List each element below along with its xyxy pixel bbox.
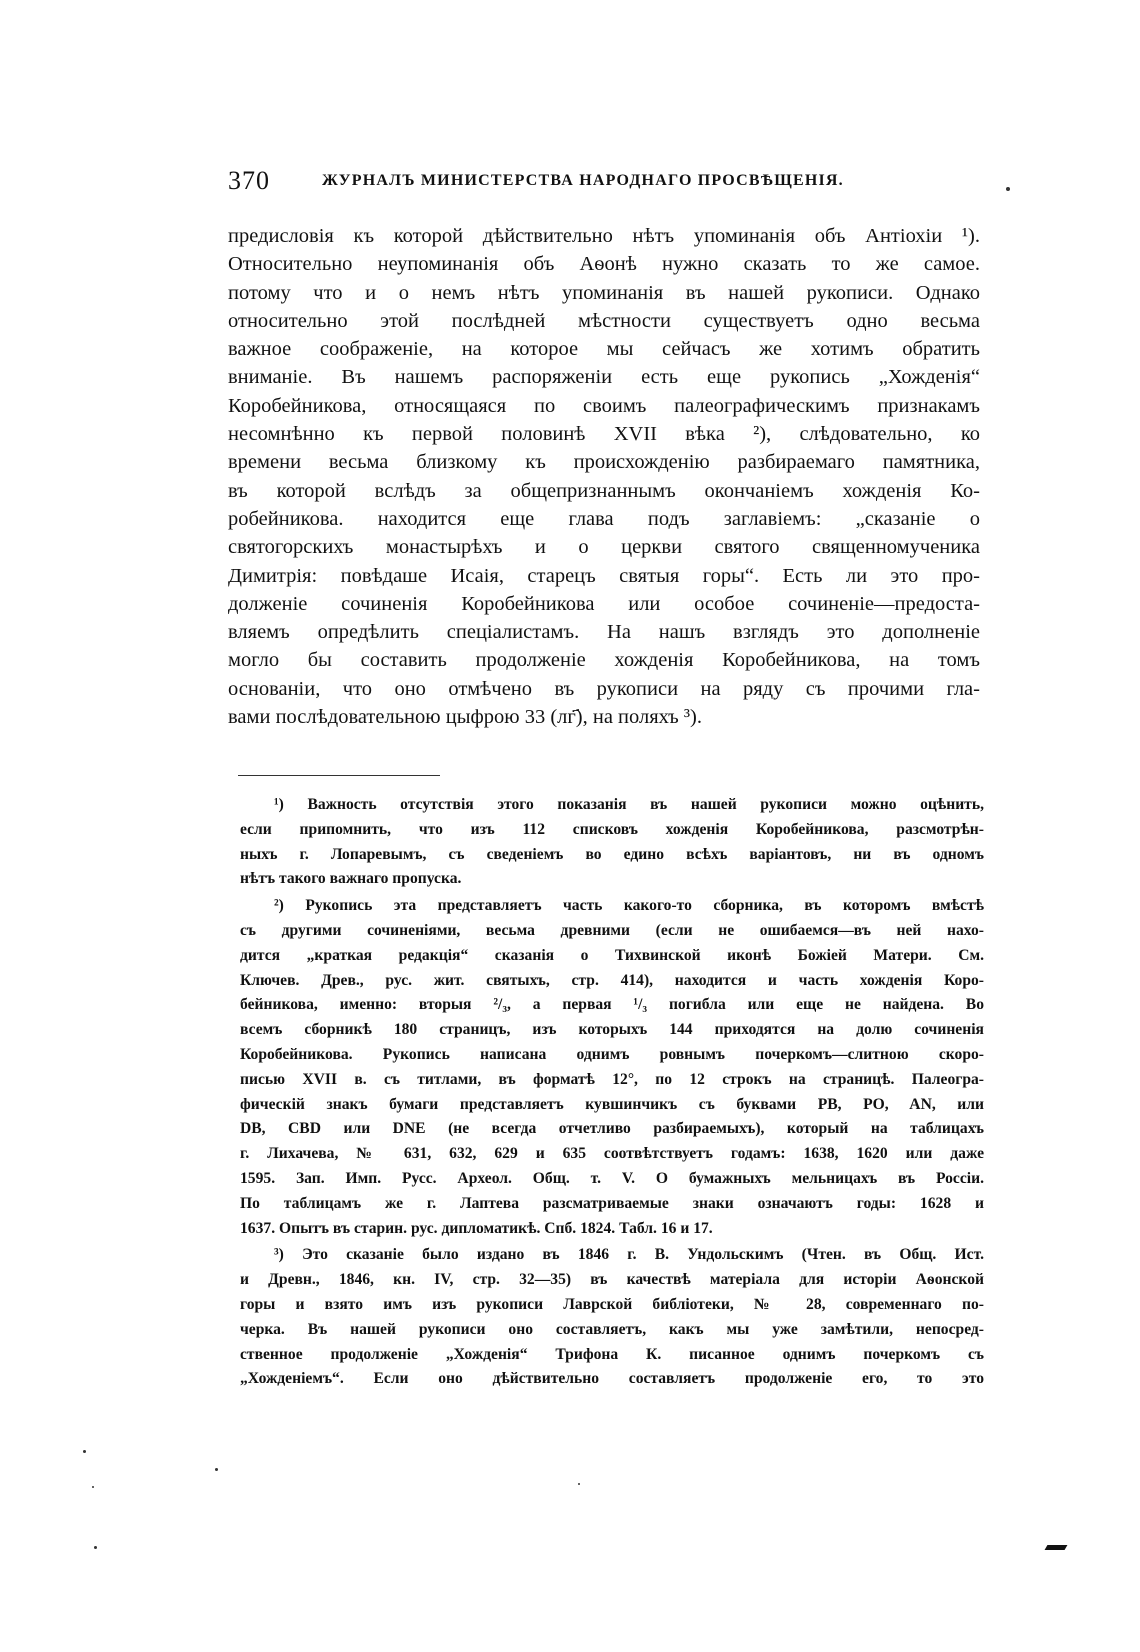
footnote-line: „Хожденіемъ“. Если оно дѣйствительно составляетъ продолженіе его, то это (240, 1370, 984, 1388)
body-line: относительно этой послѣдней мѣстности существуетъ одно весьма (228, 309, 980, 332)
footnote-line: ³) Это сказаніе было издано въ 1846 г. В. Ундольскимъ (Чтен. въ Общ. Ист. (274, 1246, 984, 1264)
footnote-line: ²) Рукопись эта представляетъ часть какого-то сборника, въ которомъ вмѣстѣ (274, 897, 984, 915)
footnote-line: ственное продолженіе „Хожденія“ Трифона К. писанное однимъ почеркомъ съ (240, 1345, 984, 1363)
body-line: вниманіе. Въ нашемъ распоряженіи есть еще рукопись „Хожденія“ (228, 366, 980, 389)
scan-speck (83, 1450, 86, 1453)
footnote-line: дится „краткая редакція“ сказанія о Тихвинской иконѣ Божіей Матери. См. (240, 946, 984, 964)
page-number: 370 (228, 166, 270, 195)
footnote-1 (240, 793, 984, 892)
footnote-line: съ другими сочиненіями, весьма древними (если не ошибаемся—въ ней нахо- (240, 921, 984, 939)
body-line: Димитрія: повѣдаше Исаія, старецъ святыя горы“. Есть ли это про- (228, 564, 980, 587)
footnote-line: писью XVII в. съ титлами, въ форматѣ 12°, по 12 строкъ на страницѣ. Палеогра- (240, 1070, 984, 1088)
page-header (228, 166, 988, 200)
body-line: въ которой вслѣдъ за общепризнаннымъ окончаніемъ хожденія Ко- (228, 479, 980, 502)
footnote-line: Ключев. Древ., рус. жит. святыхъ, стр. 414), находится и часть хожденія Коро- (240, 971, 984, 989)
scan-speck (215, 1468, 218, 1471)
body-line: основаніи, что оно отмѣчено въ рукописи на ряду съ прочими гла- (228, 677, 980, 700)
scan-speck (92, 1486, 94, 1488)
footnote-line: фическій знакъ бумаги представляетъ кувшинчикъ съ буквами PB, PO, AN, или (240, 1095, 984, 1113)
body-line: робейникова. находится еще глава подъ заглавіемъ: „сказаніе о (228, 507, 980, 530)
scan-speck (1006, 187, 1010, 191)
body-line: могло бы составить продолженіе хожденія Коробейникова, на томъ (228, 649, 980, 672)
footnote-line: горы и взято имъ изъ рукописи Лаврской библіотеки, № 28, современнаго по- (240, 1295, 984, 1313)
body-line: Относительно неупоминанія объ Аѳонѣ нужно сказать то же самое. (228, 253, 980, 276)
footnote-line: г. Лихачева, № 631, 632, 629 и 635 соотвѣтствуетъ годамъ: 1638, 1620 или даже (240, 1145, 984, 1163)
scan-speck (94, 1546, 97, 1549)
body-line: предисловія къ которой дѣйствительно нѣтъ упоминанія объ Антіохіи ¹). (228, 225, 980, 247)
footnote-2 (240, 894, 984, 1241)
footnote-line: По таблицамъ же г. Лаптева разсматриваемые знаки означаютъ годы: 1628 и (240, 1194, 984, 1212)
footnote-line: черка. Въ нашей рукописи оно составляетъ, какъ мы уже замѣтили, непосред- (240, 1320, 984, 1338)
footnote-3 (240, 1243, 984, 1392)
body-line: вами послѣдовательною цыфрою 33 (лг҃), на поляхъ ³). (228, 706, 702, 729)
body-line: времени весьма близкому къ происхожденію разбираемаго памятника, (228, 451, 980, 474)
footnote-line: 1595. Зап. Имп. Русс. Археол. Общ. т. V. О бумажныхъ мельницахъ въ Россіи. (240, 1169, 984, 1187)
body-line: долженіе сочиненія Коробейникова или особое сочиненіе—предоста- (228, 592, 980, 615)
body-line: потому что и о немъ нѣтъ упоминанія въ нашей рукописи. Однако (228, 281, 980, 304)
footnote-line: бейникова, именно: вторыя ²/₃, а первая ¹/₃ погибла или еще не найдена. Во (240, 996, 984, 1014)
footnote-line: нѣтъ такого важнаго пропуска. (240, 870, 462, 888)
footnotes-block (240, 793, 984, 1392)
body-line: святогорскихъ монастырѣхъ и о церкви святого священномученика (228, 536, 980, 559)
footnote-line: 1637. Опытъ въ старин. рус. дипломатикѣ. Спб. 1824. Табл. 16 и 17. (240, 1219, 713, 1237)
footnote-separator-rule (238, 775, 440, 776)
scan-speck (578, 1483, 580, 1485)
footnote-line: ныхъ г. Лопаревымъ, съ сведеніемъ во едино всѣхъ варіантовъ, ни въ одномъ (240, 845, 984, 863)
footnote-line: и Древн., 1846, кн. IV, стр. 32—35) въ качествѣ матеріала для исторіи Аѳонской (240, 1271, 984, 1289)
footnote-line: DB, CBD или DNE (не всегда отчетливо разбираемыхъ), который на таблицахъ (240, 1120, 984, 1138)
footnote-line: если припомнить, что изъ 112 списковъ хожденія Коробейникова, разсмотрѣн- (240, 820, 984, 838)
body-line: Коробейникова, относящаяся по своимъ палеографическимъ признакамъ (228, 394, 980, 417)
scan-corner-mark (1045, 1545, 1068, 1550)
body-line: вляемъ опредѣлить спеціалистамъ. На нашъ взглядъ это дополненіе (228, 621, 980, 644)
body-line: несомнѣнно къ первой половинѣ XVII вѣка ²), слѣдовательно, ко (228, 423, 980, 446)
body-line: важное соображеніе, на которое мы сейчасъ же хотимъ обратить (228, 338, 980, 361)
main-text-block (228, 222, 980, 731)
running-title: ЖУРНАЛЪ МИНИСТЕРСТВА НАРОДНАГО ПРОСВѢЩЕНІЯ. (322, 172, 844, 189)
footnote-line: ¹) Важность отсутствія этого показанія въ нашей рукописи можно оцѣнить, (274, 796, 984, 813)
footnote-line: Коробейникова. Рукопись написана однимъ ровнымъ почеркомъ—слитною скоро- (240, 1045, 984, 1063)
footnote-line: всемъ сборникѣ 180 страницъ, изъ которыхъ 144 приходятся на долю сочиненія (240, 1021, 984, 1039)
